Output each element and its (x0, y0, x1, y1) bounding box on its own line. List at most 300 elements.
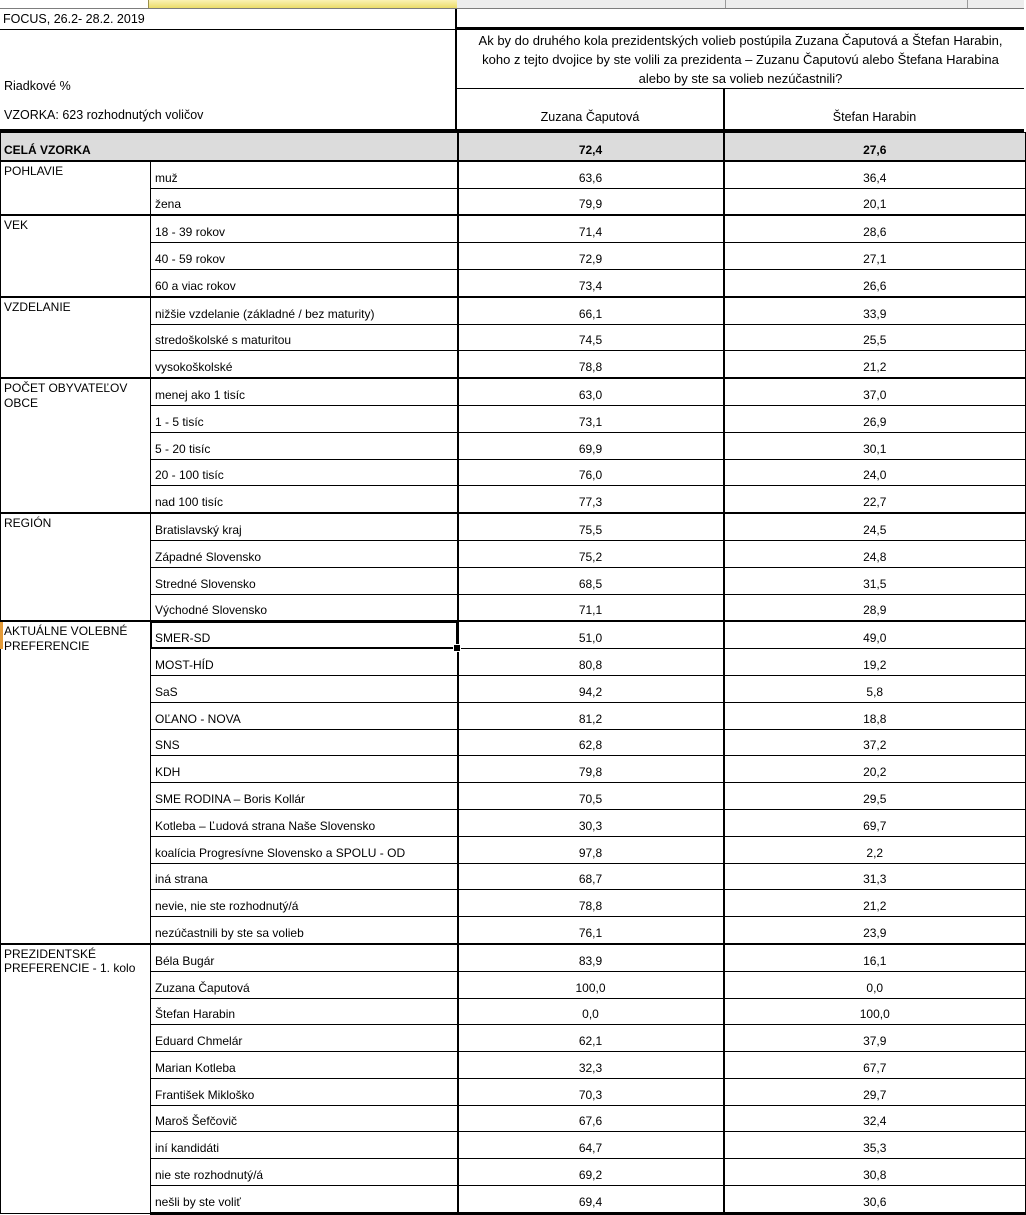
row-label-cell[interactable] (151, 649, 458, 676)
value-cell-text: 2,2 (866, 845, 884, 860)
row-label-cell[interactable] (151, 513, 458, 540)
value-cell-text: 0,0 (866, 980, 884, 995)
value-cell-text: 81,2 (578, 711, 603, 726)
value-cell-text: 37,9 (863, 1034, 887, 1049)
value-cell[interactable] (458, 513, 724, 540)
table-row (1, 890, 1026, 917)
row-label-cell[interactable] (151, 1159, 458, 1186)
value-cell[interactable] (724, 1078, 1026, 1105)
table-row (1, 243, 1026, 270)
row-label-cell-text: SaS (155, 684, 178, 699)
row-label-cell-text: Bratislavský kraj (155, 522, 242, 537)
value-cell-text: 72,9 (578, 251, 603, 266)
category-cell[interactable] (1, 161, 151, 216)
value-cell-text: 74,5 (578, 333, 603, 348)
value-cell-text: 18,8 (863, 711, 887, 726)
title-cell[interactable]: FOCUS, 26.2- 28.2. 2019 (0, 9, 458, 30)
table-row (1, 324, 1026, 351)
value-cell[interactable] (458, 486, 724, 513)
row-label-cell[interactable] (151, 378, 458, 405)
value-cell[interactable] (724, 621, 1026, 648)
row-label-cell[interactable] (151, 243, 458, 270)
results-table (0, 132, 1026, 1215)
table-row (1, 1025, 1026, 1052)
row-label-cell-text: 18 - 39 rokov (155, 225, 226, 240)
value-cell-text: 30,6 (863, 1194, 887, 1209)
value-cell-text: 76,1 (578, 925, 603, 940)
value-cell-text: 75,5 (578, 522, 603, 537)
row-label-cell[interactable] (151, 161, 458, 188)
value-cell[interactable] (458, 567, 724, 594)
fill-handle[interactable] (453, 644, 461, 652)
value-cell[interactable] (724, 161, 1026, 188)
value-cell-text: 19,2 (863, 657, 887, 672)
value-cell[interactable] (458, 133, 724, 161)
row-label-cell-text: menej ako 1 tisíc (155, 387, 246, 402)
row-label-cell-text: 5 - 20 tisíc (155, 441, 211, 456)
value-cell-text: 83,9 (578, 953, 603, 968)
table-row (1, 378, 1026, 405)
value-cell-text: 22,7 (863, 495, 887, 510)
value-cell[interactable] (724, 1025, 1026, 1052)
row-label-cell-text: MOST-HÍD (155, 657, 214, 672)
value-cell-text: 78,8 (578, 899, 603, 914)
value-cell-text: 94,2 (578, 684, 603, 699)
value-cell-text: 69,9 (578, 441, 603, 456)
table-row (1, 1159, 1026, 1186)
value-cell[interactable] (724, 405, 1026, 432)
value-cell-text: 79,8 (578, 765, 603, 780)
value-cell-text: 72,4 (578, 142, 603, 157)
value-cell[interactable] (724, 971, 1026, 998)
row-label-cell[interactable] (151, 1052, 458, 1079)
value-cell-text: 31,3 (863, 872, 887, 887)
row-label-cell-text: iná strana (155, 872, 208, 887)
value-cell[interactable] (458, 1159, 724, 1186)
value-cell[interactable] (458, 297, 724, 324)
row-label-cell-text: 20 - 100 tisíc (155, 468, 224, 483)
value-cell[interactable] (458, 836, 724, 863)
gridline (967, 0, 968, 8)
row-label-cell[interactable] (151, 783, 458, 810)
value-cell[interactable] (724, 324, 1026, 351)
value-cell[interactable] (724, 243, 1026, 270)
category-cell[interactable] (1, 215, 151, 296)
table-row (1, 649, 1026, 676)
value-cell[interactable] (458, 917, 724, 944)
value-cell[interactable] (458, 1186, 724, 1214)
value-cell-text: 31,5 (863, 576, 887, 591)
column-header-caputova[interactable]: Zuzana Čaputová (540, 110, 640, 124)
row-label-cell-text: 60 a viac rokov (155, 278, 236, 293)
row-label-cell-text: SME RODINA – Boris Kollár (155, 791, 306, 806)
value-cell-text: 49,0 (863, 631, 887, 646)
value-cell-text: 79,9 (578, 197, 603, 212)
row-label-cell[interactable] (151, 756, 458, 783)
value-cell-text: 27,6 (863, 142, 887, 157)
table-row (1, 1132, 1026, 1159)
row-label-cell[interactable] (151, 1025, 458, 1052)
value-cell[interactable] (458, 432, 724, 459)
value-cell[interactable] (458, 351, 724, 378)
value-cell-text: 32,4 (863, 1114, 887, 1129)
value-cell-text: 37,0 (863, 387, 887, 402)
value-cell-text: 30,8 (863, 1168, 887, 1183)
row-label-cell-text: nad 100 tisíc (155, 495, 224, 510)
value-cell-text: 35,3 (863, 1141, 887, 1156)
value-cell[interactable] (724, 998, 1026, 1025)
category-cell[interactable] (1, 621, 151, 944)
row-label-cell[interactable] (151, 459, 458, 486)
value-cell-text: 100,0 (859, 1007, 890, 1022)
value-cell-text: 21,2 (863, 360, 887, 375)
table-row (1, 809, 1026, 836)
row-label-cell[interactable] (151, 405, 458, 432)
table-row (1, 783, 1026, 810)
value-cell[interactable] (724, 567, 1026, 594)
value-cell[interactable] (458, 729, 724, 756)
row-label-cell-text: muž (155, 170, 178, 185)
value-cell[interactable] (724, 432, 1026, 459)
value-cell-text: 73,4 (578, 278, 603, 293)
table-row (1, 675, 1026, 702)
value-cell-text: 51,0 (578, 631, 603, 646)
value-cell[interactable] (458, 675, 724, 702)
total-label-cell[interactable] (1, 133, 458, 161)
table-row (1, 161, 1026, 188)
table-row (1, 1078, 1026, 1105)
row-label-cell-text: nešli by ste voliť (155, 1194, 241, 1209)
table-row (1, 998, 1026, 1025)
row-label-cell[interactable] (151, 269, 458, 296)
row-label-cell[interactable] (151, 809, 458, 836)
table-row (1, 756, 1026, 783)
value-cell[interactable] (724, 1105, 1026, 1132)
value-cell[interactable] (458, 378, 724, 405)
row-label-cell-text: Kotleba – Ľudová strana Naše Slovensko (155, 818, 376, 833)
value-cell-text: 24,5 (863, 522, 887, 537)
value-cell-text: 73,1 (578, 414, 603, 429)
row-label-cell-text: iní kandidáti (155, 1141, 220, 1156)
value-cell[interactable] (724, 1186, 1026, 1214)
table-row (1, 621, 1026, 648)
top-partial-row (0, 0, 1024, 8)
row-label-cell[interactable] (151, 432, 458, 459)
value-cell[interactable] (724, 917, 1026, 944)
value-cell[interactable] (458, 1132, 724, 1159)
table-row-total (1, 133, 1026, 161)
value-cell-text: 71,1 (578, 603, 603, 618)
value-cell-text: 21,2 (863, 899, 887, 914)
value-cell[interactable] (724, 133, 1026, 161)
value-cell-text: 70,3 (578, 1087, 603, 1102)
row-label-cell-text: Zuzana Čaputová (155, 980, 250, 995)
row-label-cell[interactable] (151, 1105, 458, 1132)
selected-cell[interactable] (151, 621, 458, 648)
value-cell-text: 0,0 (582, 1007, 599, 1022)
value-cell[interactable] (724, 188, 1026, 215)
row-label-cell[interactable] (151, 1132, 458, 1159)
value-cell-text: 66,1 (578, 306, 603, 321)
value-cell-text: 62,1 (578, 1034, 603, 1049)
row-label-cell[interactable] (151, 863, 458, 890)
value-cell[interactable] (458, 243, 724, 270)
value-cell[interactable] (458, 756, 724, 783)
value-cell[interactable] (724, 836, 1026, 863)
row-label-cell-text: Marian Kotleba (155, 1060, 236, 1075)
value-cell-text: 97,8 (578, 845, 603, 860)
value-cell-text: 80,8 (578, 657, 603, 672)
value-cell[interactable] (458, 998, 724, 1025)
grey-partial-cell[interactable] (457, 0, 1024, 8)
value-cell[interactable] (724, 486, 1026, 513)
value-cell-text: 28,9 (863, 603, 887, 618)
category-cell-text: VEK (4, 218, 29, 233)
row-label-cell-text: vysokoškolské (155, 360, 233, 375)
value-cell-text: 70,5 (578, 791, 603, 806)
category-cell-text: PREZIDENTSKÉ PREFERENCIE - 1. kolo (4, 946, 136, 976)
value-cell[interactable] (724, 702, 1026, 729)
row-label-cell[interactable] (151, 675, 458, 702)
value-cell[interactable] (724, 540, 1026, 567)
value-cell-text: 64,7 (578, 1141, 603, 1156)
table-row (1, 971, 1026, 998)
row-label-cell-text: nie ste rozhodnutý/á (155, 1168, 264, 1183)
value-cell-text: 68,7 (578, 872, 603, 887)
category-cell-text: AKTUÁLNE VOLEBNÉ PREFERENCIE (4, 624, 128, 653)
value-cell-text: 20,2 (863, 765, 887, 780)
value-cell[interactable] (458, 1052, 724, 1079)
value-cell-text: 29,7 (863, 1087, 887, 1102)
row-label-cell[interactable] (151, 594, 458, 621)
row-label-cell-text: Maroš Šefčovič (155, 1114, 238, 1129)
row-label-cell-text: nezúčastnili by ste sa volieb (155, 925, 304, 940)
value-cell[interactable] (724, 1159, 1026, 1186)
row-label-cell-text: Východné Slovensko (155, 603, 268, 618)
value-cell[interactable] (724, 378, 1026, 405)
sample-size-note: VZORKA: 623 rozhodnutých voličov (4, 108, 204, 122)
row-label-cell-text: Západné Slovensko (155, 549, 262, 564)
row-label-cell[interactable] (151, 836, 458, 863)
value-cell[interactable] (724, 351, 1026, 378)
value-cell[interactable] (458, 1025, 724, 1052)
table-row (1, 863, 1026, 890)
value-cell[interactable] (724, 863, 1026, 890)
row-label-cell[interactable] (151, 702, 458, 729)
row-label-cell-text: nevie, nie ste rozhodnutý/á (155, 899, 299, 914)
value-cell[interactable] (458, 702, 724, 729)
value-cell[interactable] (458, 459, 724, 486)
value-cell-text: 16,1 (863, 953, 887, 968)
row-label-cell-text: Stredné Slovensko (155, 576, 256, 591)
question-cell[interactable]: Ak by do druhého kola prezidentských volieb postúpila Zuzana Čaputová a Štefan Harabin, koho z tejto dvojice by ste volili za prezidenta – Zuzanu Čaputovú alebo Štefana Harabina alebo by ste sa volieb nezúčastnili? (478, 33, 1003, 86)
value-cell[interactable] (458, 324, 724, 351)
row-label-cell[interactable] (151, 890, 458, 917)
table-row (1, 540, 1026, 567)
row-label-cell-text: nižšie vzdelanie (základné / bez maturity) (155, 306, 375, 321)
value-cell-text: 26,6 (863, 278, 887, 293)
value-cell[interactable] (724, 1132, 1026, 1159)
table-row (1, 351, 1026, 378)
value-cell[interactable] (724, 944, 1026, 971)
value-cell[interactable] (458, 809, 724, 836)
row-label-cell-text: Eduard Chmelár (155, 1034, 243, 1049)
category-cell-text: VZDELANIE (4, 299, 71, 314)
value-cell-text: 75,2 (578, 549, 603, 564)
value-cell[interactable] (724, 459, 1026, 486)
row-label-cell[interactable] (151, 188, 458, 215)
value-cell[interactable] (458, 944, 724, 971)
yellow-highlight-cell[interactable] (148, 0, 458, 8)
value-cell[interactable] (724, 675, 1026, 702)
value-cell-text: 63,6 (578, 170, 603, 185)
row-indicator-strip (0, 622, 3, 648)
table-row (1, 836, 1026, 863)
value-cell[interactable] (724, 269, 1026, 296)
row-label-cell-text: 40 - 59 rokov (155, 251, 226, 266)
value-cell-text: 76,0 (578, 468, 603, 483)
table-row (1, 1186, 1026, 1214)
value-cell-text: 33,9 (863, 306, 887, 321)
value-cell[interactable] (458, 405, 724, 432)
value-cell[interactable] (458, 649, 724, 676)
value-cell[interactable] (724, 809, 1026, 836)
value-cell[interactable] (458, 890, 724, 917)
table-row (1, 405, 1026, 432)
value-cell-text: 20,1 (863, 197, 887, 212)
value-cell[interactable] (724, 729, 1026, 756)
value-cell[interactable] (458, 783, 724, 810)
row-label-cell[interactable] (151, 917, 458, 944)
value-cell-text: 26,9 (863, 414, 887, 429)
value-cell[interactable] (724, 783, 1026, 810)
row-label-cell-text: 1 - 5 tisíc (155, 414, 204, 429)
info-cell[interactable] (0, 30, 455, 129)
value-cell[interactable] (724, 215, 1026, 242)
value-cell-text: 67,6 (578, 1114, 603, 1129)
category-cell[interactable] (1, 297, 151, 378)
value-cell[interactable] (458, 188, 724, 215)
category-cell-text: REGIÓN (4, 516, 52, 531)
value-cell-text: 29,5 (863, 791, 887, 806)
value-cell[interactable] (724, 297, 1026, 324)
category-cell[interactable] (1, 513, 151, 621)
value-cell-text: 23,9 (863, 925, 887, 940)
gridline (723, 88, 725, 131)
row-label-cell[interactable] (151, 324, 458, 351)
value-cell-text: 28,6 (863, 225, 887, 240)
value-cell-text: 5,8 (866, 684, 884, 699)
value-cell[interactable] (458, 269, 724, 296)
value-cell[interactable] (458, 1078, 724, 1105)
gridline (725, 0, 726, 8)
value-cell-text: 37,2 (863, 738, 887, 753)
row-label-cell[interactable] (151, 297, 458, 324)
value-cell[interactable] (724, 890, 1026, 917)
table-row (1, 297, 1026, 324)
value-cell-text: 69,7 (863, 818, 887, 833)
row-label-cell[interactable] (151, 944, 458, 971)
table-row (1, 702, 1026, 729)
row-label-cell[interactable] (151, 1078, 458, 1105)
table-row (1, 432, 1026, 459)
table-row (1, 215, 1026, 242)
table-row (1, 729, 1026, 756)
value-cell-text: 62,8 (578, 738, 603, 753)
row-label-cell-text: koalícia Progresívne Slovensko a SPOLU - OD (155, 845, 406, 860)
row-label-cell-text: Štefan Harabin (155, 1007, 236, 1022)
value-cell-text: 25,5 (863, 333, 887, 348)
value-cell-text: 27,1 (863, 251, 887, 266)
value-cell[interactable] (724, 1052, 1026, 1079)
table-row (1, 459, 1026, 486)
row-label-cell-text: SMER-SD (155, 631, 211, 646)
row-label-cell[interactable] (151, 998, 458, 1025)
value-cell-text: 36,4 (863, 170, 887, 185)
table-row (1, 1105, 1026, 1132)
table-row (1, 1052, 1026, 1079)
row-label-cell-text: KDH (155, 765, 181, 780)
row-label-cell[interactable] (151, 215, 458, 242)
row-label-cell[interactable] (151, 729, 458, 756)
row-label-cell-text: SNS (155, 738, 180, 753)
row-label-cell[interactable] (151, 1186, 458, 1214)
value-cell-text: 78,8 (578, 360, 603, 375)
value-cell[interactable] (724, 649, 1026, 676)
value-cell-text: 24,0 (863, 468, 887, 483)
category-cell[interactable] (1, 378, 151, 513)
category-cell[interactable] (1, 944, 151, 1213)
row-label-cell-text: žena (155, 197, 182, 212)
value-cell[interactable] (458, 863, 724, 890)
value-cell-text: 100,0 (575, 980, 606, 995)
row-label-cell[interactable] (151, 351, 458, 378)
row-label-cell-text: stredoškolské s maturitou (155, 333, 292, 348)
value-cell-text: 77,3 (578, 495, 603, 510)
value-cell[interactable] (724, 756, 1026, 783)
row-label-cell[interactable] (151, 486, 458, 513)
value-cell[interactable] (458, 594, 724, 621)
value-cell-text: 63,0 (578, 387, 603, 402)
value-cell[interactable] (458, 621, 724, 648)
value-cell[interactable] (724, 594, 1026, 621)
column-header-harabin[interactable]: Štefan Harabin (832, 110, 917, 124)
value-cell-text: 69,2 (578, 1168, 603, 1183)
row-label-cell-text: OĽANO - NOVA (155, 711, 241, 726)
category-cell-text: POČET OBYVATEĽOV OBCE (4, 381, 128, 410)
row-label-cell[interactable] (151, 540, 458, 567)
value-cell-text: 30,1 (863, 441, 887, 456)
row-label-cell[interactable] (151, 971, 458, 998)
value-cell[interactable] (458, 215, 724, 242)
table-row (1, 917, 1026, 944)
value-cell[interactable] (724, 513, 1026, 540)
value-cell[interactable] (458, 1105, 724, 1132)
row-percent-note: Riadkové % (4, 79, 71, 93)
value-cell-text: 68,5 (578, 576, 603, 591)
value-cell[interactable] (458, 971, 724, 998)
value-cell-text: 30,3 (578, 818, 603, 833)
value-cell-text: 67,7 (863, 1060, 887, 1075)
value-cell[interactable] (458, 161, 724, 188)
row-label-cell[interactable] (151, 567, 458, 594)
table-row (1, 567, 1026, 594)
value-cell[interactable] (458, 540, 724, 567)
row-label-cell-text: Béla Bugár (155, 953, 215, 968)
table-row (1, 269, 1026, 296)
total-label-cell-text: CELÁ VZORKA (4, 143, 91, 158)
table-row (1, 513, 1026, 540)
